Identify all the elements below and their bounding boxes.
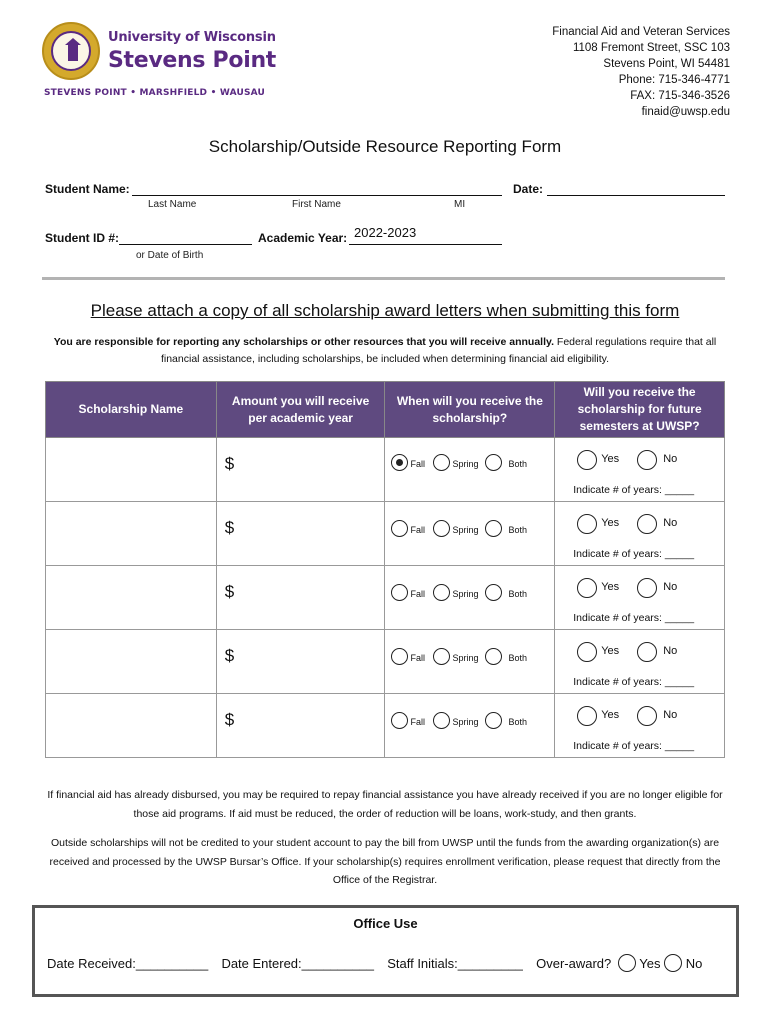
term-spring-label: Spring — [452, 525, 479, 535]
university-name-line1: University of Wisconsin — [108, 30, 276, 45]
scholarship-name-cell[interactable] — [46, 630, 217, 694]
future-no-label: No — [663, 453, 678, 465]
future-yes-label: Yes — [601, 709, 620, 721]
attach-letters-notice: Please attach a copy of all scholarship award letters when submitting this form — [90, 301, 680, 320]
term-fall-label: Fall — [410, 717, 425, 727]
crediting-paragraph: Outside scholarships will not be credited to your student account to pay the bill from UWSP until the funds from the awarding organization(s) are received and processed by the UWSP Bursar’s Office. If your scholarship(s) requires enrollment verification, please request that directly from the Office of the Registrar. — [49, 837, 721, 886]
term-spring-label: Spring — [452, 653, 479, 663]
academic-year-value: 2022-2023 — [354, 225, 417, 240]
scholarship-table — [45, 381, 725, 758]
scholarship-name-cell[interactable] — [46, 502, 217, 566]
dollar-sign: $ — [224, 710, 235, 729]
term-both-radio[interactable] — [485, 454, 502, 471]
table-row — [46, 566, 725, 630]
future-yes-label: Yes — [601, 581, 620, 593]
repayment-paragraph: If financial aid has already disbursed, you may be required to repay financial assistance you have already received if you are no longer eligible for those aid programs. If aid must be reduced, the order of reduction will be loans, work-study, and then grants. — [47, 789, 723, 820]
scholarship-name-cell[interactable] — [46, 438, 217, 502]
header-amount: Amount you will receive per academic year — [216, 382, 385, 438]
reporting-notice-rest: Federal regulations require that all financial assistance, including scholarships, be included when determining financial aid eligibility. — [160, 336, 717, 365]
student-name-field[interactable] — [132, 195, 502, 196]
future-no-radio[interactable] — [637, 706, 657, 726]
term-both-label: Both — [508, 589, 527, 599]
dollar-sign: $ — [224, 646, 235, 665]
term-spring-radio[interactable] — [433, 454, 450, 471]
university-name-line2: Stevens Point — [108, 48, 277, 73]
address-line: FAX: 715-346-3526 — [630, 90, 730, 102]
term-spring-radio[interactable] — [433, 584, 450, 601]
address-email: finaid@uwsp.edu — [641, 106, 730, 118]
campus-list: STEVENS POINT • MARSHFIELD • WAUSAU — [44, 88, 266, 98]
office-address — [552, 24, 730, 120]
term-cell — [385, 438, 555, 502]
future-no-radio[interactable] — [637, 514, 657, 534]
term-fall-label: Fall — [410, 525, 425, 535]
section-divider — [42, 277, 725, 280]
address-line: Financial Aid and Veteran Services — [552, 26, 730, 38]
term-both-radio[interactable] — [485, 712, 502, 729]
address-line: 1108 Fremont Street, SSC 103 — [572, 42, 730, 54]
term-spring-radio[interactable] — [433, 520, 450, 537]
date-entered-field[interactable]: Date Entered:__________ — [221, 956, 374, 971]
term-cell — [385, 694, 555, 758]
reporting-notice — [40, 334, 730, 368]
dollar-sign: $ — [224, 518, 235, 537]
term-fall-label: Fall — [410, 459, 425, 469]
future-cell — [555, 694, 725, 758]
over-award-yes-label: Yes — [639, 956, 661, 971]
term-both-radio[interactable] — [485, 584, 502, 601]
future-cell — [555, 566, 725, 630]
future-no-radio[interactable] — [637, 642, 657, 662]
future-cell — [555, 630, 725, 694]
office-use-box — [32, 905, 739, 997]
amount-cell[interactable] — [216, 502, 385, 566]
dollar-sign: $ — [224, 582, 235, 601]
term-spring-label: Spring — [452, 589, 479, 599]
years-field[interactable]: Indicate # of years: _____ — [573, 740, 695, 752]
term-spring-radio[interactable] — [433, 712, 450, 729]
scholarship-name-cell[interactable] — [46, 694, 217, 758]
term-fall-radio[interactable] — [391, 454, 408, 471]
term-fall-label: Fall — [410, 589, 425, 599]
address-line: Stevens Point, WI 54481 — [603, 58, 730, 70]
term-fall-radio[interactable] — [391, 520, 408, 537]
future-yes-radio[interactable] — [577, 514, 597, 534]
future-yes-label: Yes — [601, 453, 620, 465]
term-spring-radio[interactable] — [433, 648, 450, 665]
term-both-label: Both — [508, 525, 527, 535]
office-use-title: Office Use — [353, 916, 418, 931]
future-yes-label: Yes — [601, 517, 620, 529]
future-no-label: No — [663, 645, 678, 657]
term-both-label: Both — [508, 653, 527, 663]
years-field[interactable]: Indicate # of years: _____ — [573, 548, 695, 560]
term-both-label: Both — [508, 459, 527, 469]
table-row — [46, 694, 725, 758]
staff-initials-field[interactable]: Staff Initials:_________ — [387, 956, 523, 971]
future-yes-radio[interactable] — [577, 706, 597, 726]
scholarship-name-cell[interactable] — [46, 566, 217, 630]
office-use-row — [47, 954, 702, 972]
dob-caption: or Date of Birth — [136, 250, 204, 261]
academic-year-field[interactable] — [349, 244, 502, 245]
future-yes-radio[interactable] — [577, 642, 597, 662]
academic-year-label: Academic Year: — [258, 231, 348, 245]
over-award-no-label: No — [685, 956, 703, 971]
last-name-caption: Last Name — [148, 199, 197, 210]
reporting-notice-bold: You are responsible for reporting any scholarships or other resources that you will receive annually. — [53, 336, 554, 348]
term-both-radio[interactable] — [485, 520, 502, 537]
amount-cell[interactable] — [216, 566, 385, 630]
over-award-no-radio[interactable] — [664, 954, 682, 972]
mi-caption: MI — [454, 199, 466, 210]
future-yes-radio[interactable] — [577, 578, 597, 598]
future-no-label: No — [663, 581, 678, 593]
header-when: When will you receive the scholarship? — [385, 382, 555, 438]
table-row — [46, 438, 725, 502]
future-no-radio[interactable] — [637, 450, 657, 470]
table-row — [46, 502, 725, 566]
table-row — [46, 630, 725, 694]
years-field[interactable]: Indicate # of years: _____ — [573, 676, 695, 688]
years-field[interactable]: Indicate # of years: _____ — [573, 612, 695, 624]
term-fall-radio[interactable] — [391, 584, 408, 601]
term-cell — [385, 502, 555, 566]
term-both-label: Both — [508, 717, 527, 727]
amount-cell[interactable] — [216, 694, 385, 758]
form-title: Scholarship/Outside Resource Reporting Form — [208, 137, 562, 156]
future-cell — [555, 502, 725, 566]
over-award-label: Over-award? — [536, 956, 612, 971]
future-cell — [555, 438, 725, 502]
over-award-yes-radio[interactable] — [618, 954, 636, 972]
date-received-field[interactable]: Date Received:__________ — [47, 956, 209, 971]
term-fall-radio[interactable] — [391, 712, 408, 729]
amount-cell[interactable] — [216, 630, 385, 694]
student-name-label: Student Name: — [45, 182, 130, 196]
address-line: Phone: 715-346-4771 — [618, 74, 730, 86]
date-label: Date: — [513, 182, 544, 196]
term-cell — [385, 566, 555, 630]
amount-cell[interactable] — [216, 438, 385, 502]
term-spring-label: Spring — [452, 459, 479, 469]
term-fall-radio[interactable] — [391, 648, 408, 665]
future-yes-radio[interactable] — [577, 450, 597, 470]
term-cell — [385, 630, 555, 694]
term-both-radio[interactable] — [485, 648, 502, 665]
term-spring-label: Spring — [452, 717, 479, 727]
first-name-caption: First Name — [292, 199, 341, 210]
term-fall-label: Fall — [410, 653, 425, 663]
years-field[interactable]: Indicate # of years: _____ — [573, 484, 695, 496]
date-field[interactable] — [547, 195, 725, 196]
dollar-sign: $ — [224, 454, 235, 473]
future-no-label: No — [663, 517, 678, 529]
future-yes-label: Yes — [601, 645, 620, 657]
student-id-label: Student ID #: — [45, 231, 119, 245]
university-seal-icon — [42, 22, 100, 80]
future-no-label: No — [663, 709, 678, 721]
uwsp-logo — [42, 22, 282, 102]
student-id-field[interactable] — [119, 244, 252, 245]
header-scholarship-name: Scholarship Name — [46, 382, 217, 438]
header-future: Will you receive the scholarship for future semesters at UWSP? — [555, 382, 725, 438]
future-no-radio[interactable] — [637, 578, 657, 598]
